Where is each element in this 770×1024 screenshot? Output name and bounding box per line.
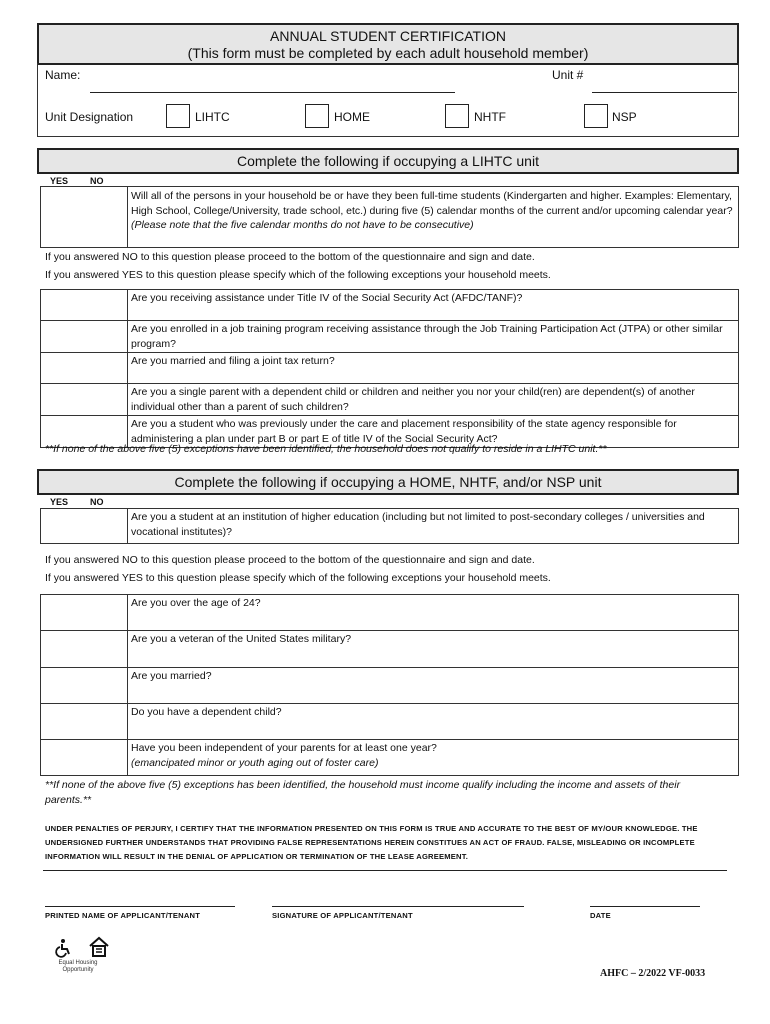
- lihtc-exceptions-table: [40, 289, 739, 448]
- name-label: Name:: [45, 68, 81, 82]
- form-title-header: [37, 23, 739, 65]
- lihtc-no-label: NO: [90, 176, 104, 186]
- home-option-label: HOME: [334, 110, 370, 124]
- signature-label: SIGNATURE OF APPLICANT/TENANT: [272, 911, 413, 920]
- lihtc-main-question-note: (Please note that the five calendar months do not have to be consecutive): [131, 219, 474, 231]
- lihtc-main-answer-cell[interactable]: [41, 187, 128, 248]
- name-field[interactable]: [90, 92, 455, 93]
- home-exception-answer[interactable]: [41, 595, 128, 631]
- lihtc-exception-answer[interactable]: [41, 321, 128, 353]
- nhtf-option-label: NHTF: [474, 110, 506, 124]
- home-exception-3: Are you married?: [131, 670, 212, 682]
- home-no-instruction: If you answered NO to this question please proceed to the bottom of the questionnaire and sign and date.: [45, 554, 535, 566]
- home-no-label: NO: [90, 497, 104, 507]
- lihtc-exception-answer[interactable]: [41, 353, 128, 384]
- home-exception-answer[interactable]: [41, 740, 128, 776]
- home-exception-5-note: (emancipated minor or youth aging out of foster care): [131, 756, 379, 769]
- lihtc-main-question-table: [40, 186, 739, 248]
- home-exceptions-table: [40, 594, 739, 776]
- form-code: AHFC – 2/2022 VF-0033: [600, 968, 706, 979]
- lihtc-exception-5: Are you a student who was previously under the care and placement responsibility of the state agency responsible for administering a plan under part B or part E of title IV of the Social Security Act?: [131, 418, 677, 445]
- home-yes-instruction: If you answered YES to this question please specify which of the following exceptions your household meets.: [45, 572, 551, 584]
- lihtc-yes-instruction: If you answered YES to this question please specify which of the following exceptions your household meets.: [45, 269, 551, 281]
- home-exception-2: Are you a veteran of the United States military?: [131, 633, 352, 645]
- nsp-option-label: NSP: [612, 110, 637, 124]
- home-yes-label: YES: [50, 497, 69, 507]
- lihtc-option-label: LIHTC: [195, 110, 230, 124]
- form-subtitle: (This form must be completed by each adult household member): [187, 45, 589, 61]
- nsp-checkbox[interactable]: [584, 104, 608, 128]
- home-exception-answer[interactable]: [41, 631, 128, 668]
- lihtc-exception-2: Are you enrolled in a job training program receiving assistance through the Job Training Participation Act (JTPA) or other similar program?: [131, 323, 723, 350]
- unit-designation-label: Unit Designation: [45, 110, 134, 124]
- lihtc-exception-4: Are you a single parent with a dependent child or children and neither you nor your child(ren) are dependent(s) of another individual other than a parent of such children?: [131, 386, 695, 413]
- nhtf-checkbox[interactable]: [445, 104, 469, 128]
- accessibility-icon: [54, 938, 74, 958]
- equal-housing-icon: [88, 936, 110, 958]
- home-footnote: **If none of the above five (5) exceptions has been identified, the household must income qualify including the income and assets of their parents.**: [45, 779, 681, 806]
- form-title: ANNUAL STUDENT CERTIFICATION: [270, 28, 506, 44]
- lihtc-no-instruction: If you answered NO to this question please proceed to the bottom of the questionnaire and sign and date.: [45, 251, 535, 263]
- lihtc-yes-label: YES: [50, 176, 69, 186]
- lihtc-footnote: **If none of the above five (5) exceptions have been identified, the household does not qualify to reside in a LIHTC unit.**: [45, 443, 607, 455]
- identity-box: [37, 63, 739, 137]
- home-main-question: Are you a student at an institution of higher education (including but not limited to post-secondary colleges / universities and vocational institutes)?: [131, 511, 705, 538]
- home-main-answer-cell[interactable]: [41, 509, 128, 544]
- home-exception-answer[interactable]: [41, 704, 128, 740]
- home-exception-4: Do you have a dependent child?: [131, 706, 282, 718]
- lihtc-exception-answer[interactable]: [41, 384, 128, 416]
- lihtc-exception-answer[interactable]: [41, 290, 128, 321]
- unit-field[interactable]: [592, 92, 737, 93]
- home-section-header: Complete the following if occupying a HOME, NHTF, and/or NSP unit: [37, 469, 739, 495]
- logo-caption: Equal Housing Opportunity: [58, 960, 98, 973]
- date-label: DATE: [590, 911, 611, 920]
- lihtc-section-header: Complete the following if occupying a LIHTC unit: [37, 148, 739, 174]
- printed-name-line[interactable]: [45, 906, 235, 907]
- unit-label: Unit #: [552, 68, 584, 82]
- home-exception-1: Are you over the age of 24?: [131, 597, 261, 609]
- date-line[interactable]: [590, 906, 700, 907]
- home-checkbox[interactable]: [305, 104, 329, 128]
- lihtc-checkbox[interactable]: [166, 104, 190, 128]
- lihtc-exception-1: Are you receiving assistance under Title IV of the Social Security Act (AFDC/TANF)?: [131, 292, 523, 304]
- certification-statement: UNDER PENALTIES OF PERJURY, I CERTIFY THAT THE INFORMATION PRESENTED ON THIS FORM IS TRUE AND ACCURATE TO THE BEST OF MY/OUR KNOWLEDGE. THE UNDERSIGNED FURTHER UNDERSTANDS THAT PROVIDING FALSE REPRESENTATIONS HEREIN CONSTITUES AN ACT OF FRAUD. FALSE, MISLEADING OR INCOMPLETE INFORMATION WILL RESULT IN THE DENIAL OF APPLICATION OR TERMINATION OF THE LEASE AGREEMENT.: [45, 824, 698, 861]
- home-exception-answer[interactable]: [41, 668, 128, 704]
- home-exception-5: Have you been independent of your parents for at least one year?: [131, 742, 437, 754]
- home-main-question-table: [40, 508, 739, 544]
- lihtc-main-question-cell: [128, 187, 739, 248]
- lihtc-exception-3: Are you married and filing a joint tax return?: [131, 355, 335, 367]
- printed-name-label: PRINTED NAME OF APPLICANT/TENANT: [45, 911, 201, 920]
- lihtc-main-question: Will all of the persons in your household be or have they been full-time students (Kindergarten and higher. Examples: Elementary, High School, College/University, trade school, etc.) during five (5) calendar months of the current and/or upcoming calendar year?: [131, 190, 733, 217]
- signature-line[interactable]: [272, 906, 524, 907]
- certification-divider: [43, 870, 727, 871]
